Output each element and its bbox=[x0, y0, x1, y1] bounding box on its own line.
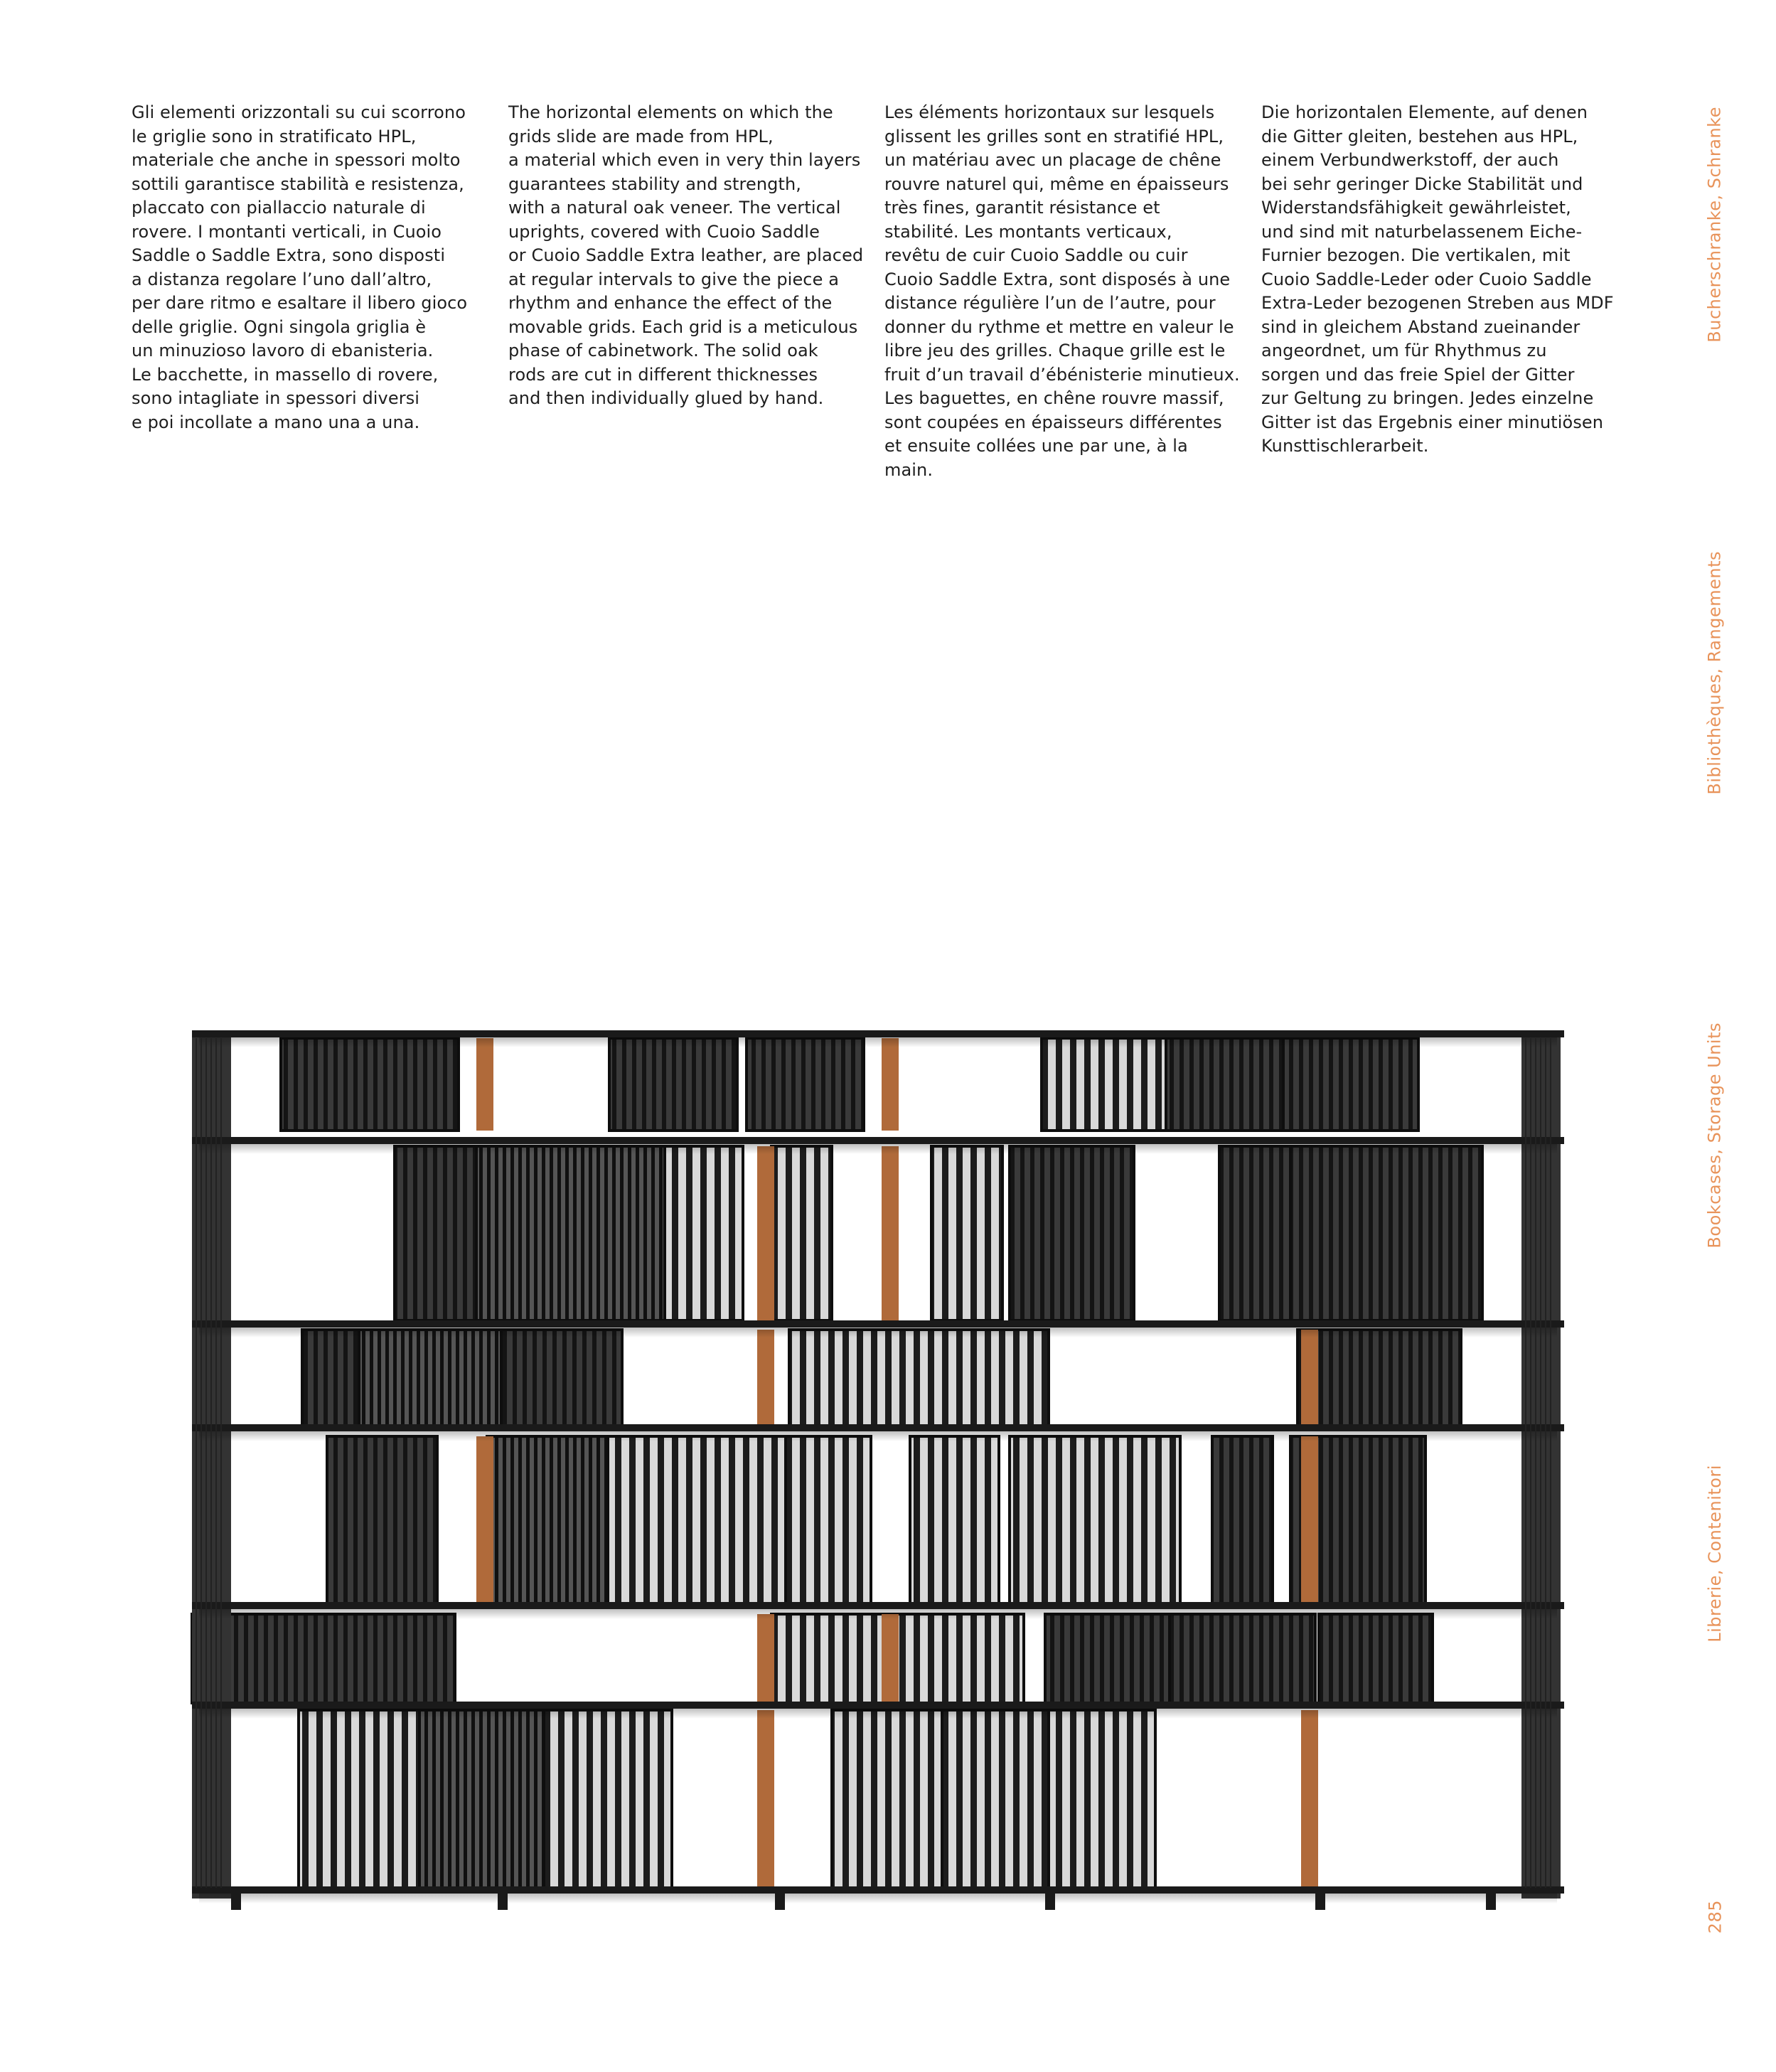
foot-0 bbox=[231, 1890, 241, 1910]
grid-panel-17 bbox=[789, 1330, 1049, 1426]
grid-panel-33 bbox=[419, 1710, 547, 1888]
leather-upright-2 bbox=[757, 1146, 774, 1320]
grid-panel-8 bbox=[665, 1146, 743, 1320]
leather-upright-11 bbox=[1301, 1710, 1318, 1888]
body-text-english: The horizontal elements on which the grids slide are made from HPL, a material which even in very thin layers guarantees stability and strength, with a natural oak veneer. The vertical uprights, covered with Cuoio Saddle or Cuoio Saddle Extra leather, are placed at regular intervals to give the piece a rhythm and enhance the effect of the movable grids. Each grid is a meticulous phase of cabinetwork. The solid oak rods are cut in different thicknesses and then individually glued by hand. bbox=[508, 102, 864, 408]
shelf-5 bbox=[192, 1702, 1564, 1709]
grid-panel-18 bbox=[1298, 1330, 1461, 1426]
sliding-grids bbox=[192, 1038, 1482, 1888]
section-label-french: Bibliothèques, Rangements bbox=[1705, 551, 1725, 795]
grid-panel-31 bbox=[1319, 1614, 1433, 1703]
grid-panel-6 bbox=[395, 1146, 480, 1320]
grid-panel-22 bbox=[786, 1436, 871, 1603]
section-label-italian: Librerie, Contenitori bbox=[1705, 1465, 1725, 1643]
grid-panel-4 bbox=[1166, 1038, 1287, 1131]
shelf-0 bbox=[192, 1030, 1564, 1037]
grid-panel-27 bbox=[192, 1614, 455, 1703]
shelf-1 bbox=[192, 1137, 1564, 1144]
grid-panel-23 bbox=[910, 1436, 999, 1603]
grid-panel-21 bbox=[608, 1436, 786, 1603]
grid-panel-32 bbox=[299, 1710, 427, 1888]
grid-panel-3 bbox=[1042, 1038, 1166, 1131]
grid-panel-0 bbox=[281, 1038, 459, 1131]
leather-upright-3 bbox=[882, 1146, 899, 1320]
section-label-german: Bucherschranke, Schranke bbox=[1705, 107, 1725, 343]
body-text-german: Die horizontalen Elemente, auf denen die Gitter gleiten, bestehen aus HPL, einem Verbundwerkstoff, der auch bei sehr geringer Dicke Stabilität und Widerstandsfähigkeit gewährleistet, und sind mit naturbelassenem Eiche- Furnier bezogen. Die vertikalen, mit Cuoio Saddle-Leder oder Cuoio Saddle Extra-Leder bezogenen Streben aus MDF sind in gleichem Abstand zueinander angeordnet, um für Rhythmus zu sorgen und das freie Spiel der Gitter zur Geltung zu bringen. Jedes einzelne Gitter ist das Ergebnis einer minutiösen Kunsttischlerarbeit. bbox=[1261, 102, 1614, 456]
foot-5 bbox=[1486, 1890, 1496, 1910]
grid-panel-11 bbox=[1010, 1146, 1134, 1320]
grid-panel-5 bbox=[1283, 1038, 1418, 1131]
grid-panel-14 bbox=[302, 1330, 366, 1426]
grid-panel-13 bbox=[1290, 1146, 1482, 1320]
grid-panel-15 bbox=[359, 1330, 501, 1426]
bookcase-photo bbox=[174, 1010, 1603, 1934]
grid-panel-25 bbox=[1212, 1436, 1273, 1603]
leather-upright-7 bbox=[1301, 1436, 1318, 1603]
grid-panel-16 bbox=[501, 1330, 622, 1426]
leather-upright-6 bbox=[476, 1436, 493, 1603]
grid-panel-9 bbox=[771, 1146, 832, 1320]
leather-upright-4 bbox=[757, 1330, 774, 1426]
grid-panel-19 bbox=[327, 1436, 437, 1603]
shelf-4 bbox=[192, 1602, 1564, 1609]
section-label-english: Bookcases, Storage Units bbox=[1705, 1022, 1725, 1249]
leather-upright-0 bbox=[476, 1038, 493, 1131]
grid-panel-1 bbox=[609, 1038, 737, 1131]
leather-upright-8 bbox=[757, 1614, 774, 1703]
foot-2 bbox=[775, 1890, 785, 1910]
grid-panel-36 bbox=[942, 1710, 1049, 1888]
grid-panel-2 bbox=[747, 1038, 864, 1131]
leather-upright-5 bbox=[1301, 1330, 1318, 1426]
grid-panel-29 bbox=[1045, 1614, 1173, 1703]
body-text-french: Les éléments horizontaux sur lesquels glissent les grilles sont en stratifié HPL, un matériau avec un placage de chêne rouvre naturel qui, même en épaisseurs très fines, garantit résistance et stabilité. Les montants verticaux, revêtu de cuir Cuoio Saddle ou cuir Cuoio Saddle Extra, sont disposés à une distance régulière l’un de l’autre, pour donner du rythme et mettre en valeur le libre jeu des grilles. Chaque grille est le fruit d’un travail d’ébénisterie minutieux. Les baguettes, en chêne rouvre massif, sont coupées en épaisseurs différentes et ensuite collées une par une, à la main. bbox=[884, 102, 1240, 480]
shelf-2 bbox=[192, 1320, 1564, 1328]
grid-panel-12 bbox=[1219, 1146, 1290, 1320]
grid-panel-34 bbox=[544, 1710, 672, 1888]
grid-panel-7 bbox=[476, 1146, 668, 1320]
grid-panel-10 bbox=[931, 1146, 1002, 1320]
body-text-italian: Gli elementi orizzontali su cui scorrono le griglie sono in stratificato HPL, materiale che anche in spessori molto sottili garantisce stabilità e resistenza, placcato con piallaccio naturale di rovere. I montanti verticali, in Cuoio Saddle o Saddle Extra, sono disposti a distanza regolare l’uno dall’altro, per dare ritmo e esaltare il libero gioco delle griglie. Ogni singola griglia è un minuzioso lavoro di ebanisteria. Le bacchette, in massello di rovere, sono intagliate in spessori diversi e poi incollate a mano una a una. bbox=[132, 102, 468, 432]
grid-panel-24 bbox=[1010, 1436, 1180, 1603]
shelf-3 bbox=[192, 1424, 1564, 1431]
grid-panel-37 bbox=[1049, 1710, 1155, 1888]
leather-upright-1 bbox=[882, 1038, 899, 1131]
grid-panel-20 bbox=[487, 1436, 608, 1603]
foot-3 bbox=[1045, 1890, 1055, 1910]
leather-upright-9 bbox=[882, 1614, 899, 1703]
grid-panel-30 bbox=[1170, 1614, 1315, 1703]
leather-upright-10 bbox=[757, 1710, 774, 1888]
foot-4 bbox=[1315, 1890, 1325, 1910]
shelf-6 bbox=[192, 1886, 1564, 1894]
foot-1 bbox=[498, 1890, 508, 1910]
page-number: 285 bbox=[1705, 1900, 1725, 1934]
